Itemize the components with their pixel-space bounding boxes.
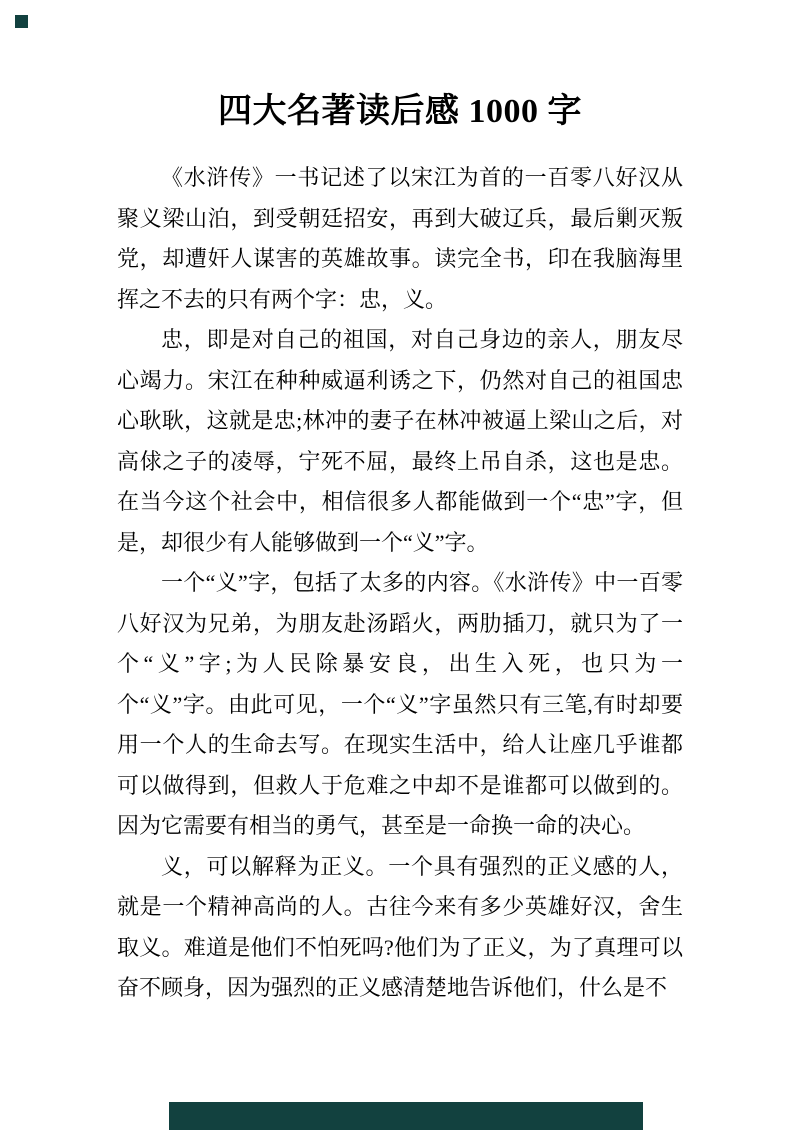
essay-paragraph-2: 忠，即是对自己的祖国，对自己身边的亲人，朋友尽心竭力。宋江在种种威逼利诱之下，仍然对自己的祖国忠心耿耿，这就是忠;林冲的妻子在林冲被逼上梁山之后，对高俅之子的凌辱，宁死不屈，最终上吊自杀，这也是忠。在当今这个社会中，相信很多人都能做到一个“忠”字，但是，却很少有人能够做到一个“义”字。 xyxy=(117,327,683,555)
essay-paragraph-4: 义，可以解释为正义。一个具有强烈的正义感的人，就是一个精神高尚的人。古往今来有多少英雄好汉，舍生取义。难道是他们不怕死吗?他们为了正义，为了真理可以奋不顾身，因为强烈的正义感清楚地告诉他们，什么是不 xyxy=(117,853,683,1000)
page-title: 四大名著读后感 1000 字 xyxy=(218,93,582,130)
essay-paragraph-3: 一个“义”字，包括了太多的内容。《水浒传》中一百零八好汉为兄弟，为朋友赴汤蹈火，两肋插刀，就只为了一个“义”字;为人民除暴安良，出生入死，也只为一个“义”字。由此可见，一个“义”字虽然只有三笔,有时却要用一个人的生命去写。在现实生活中，给人让座几乎谁都可以做得到，但救人于危难之中却不是谁都可以做到的。因为它需要有相当的勇气，甚至是一命换一命的决心。 xyxy=(117,570,683,838)
corner-accent-mark xyxy=(15,15,28,28)
essay-paragraph-1: 《水浒传》一书记述了以宋江为首的一百零八好汉从聚义梁山泊，到受朝廷招安，再到大破辽兵，最后剿灭叛党，却遭奸人谋害的英雄故事。读完全书，印在我脑海里挥之不去的只有两个字：忠，义。 xyxy=(117,165,683,312)
essay-body xyxy=(117,158,683,1009)
bottom-accent-bar xyxy=(169,1102,643,1130)
